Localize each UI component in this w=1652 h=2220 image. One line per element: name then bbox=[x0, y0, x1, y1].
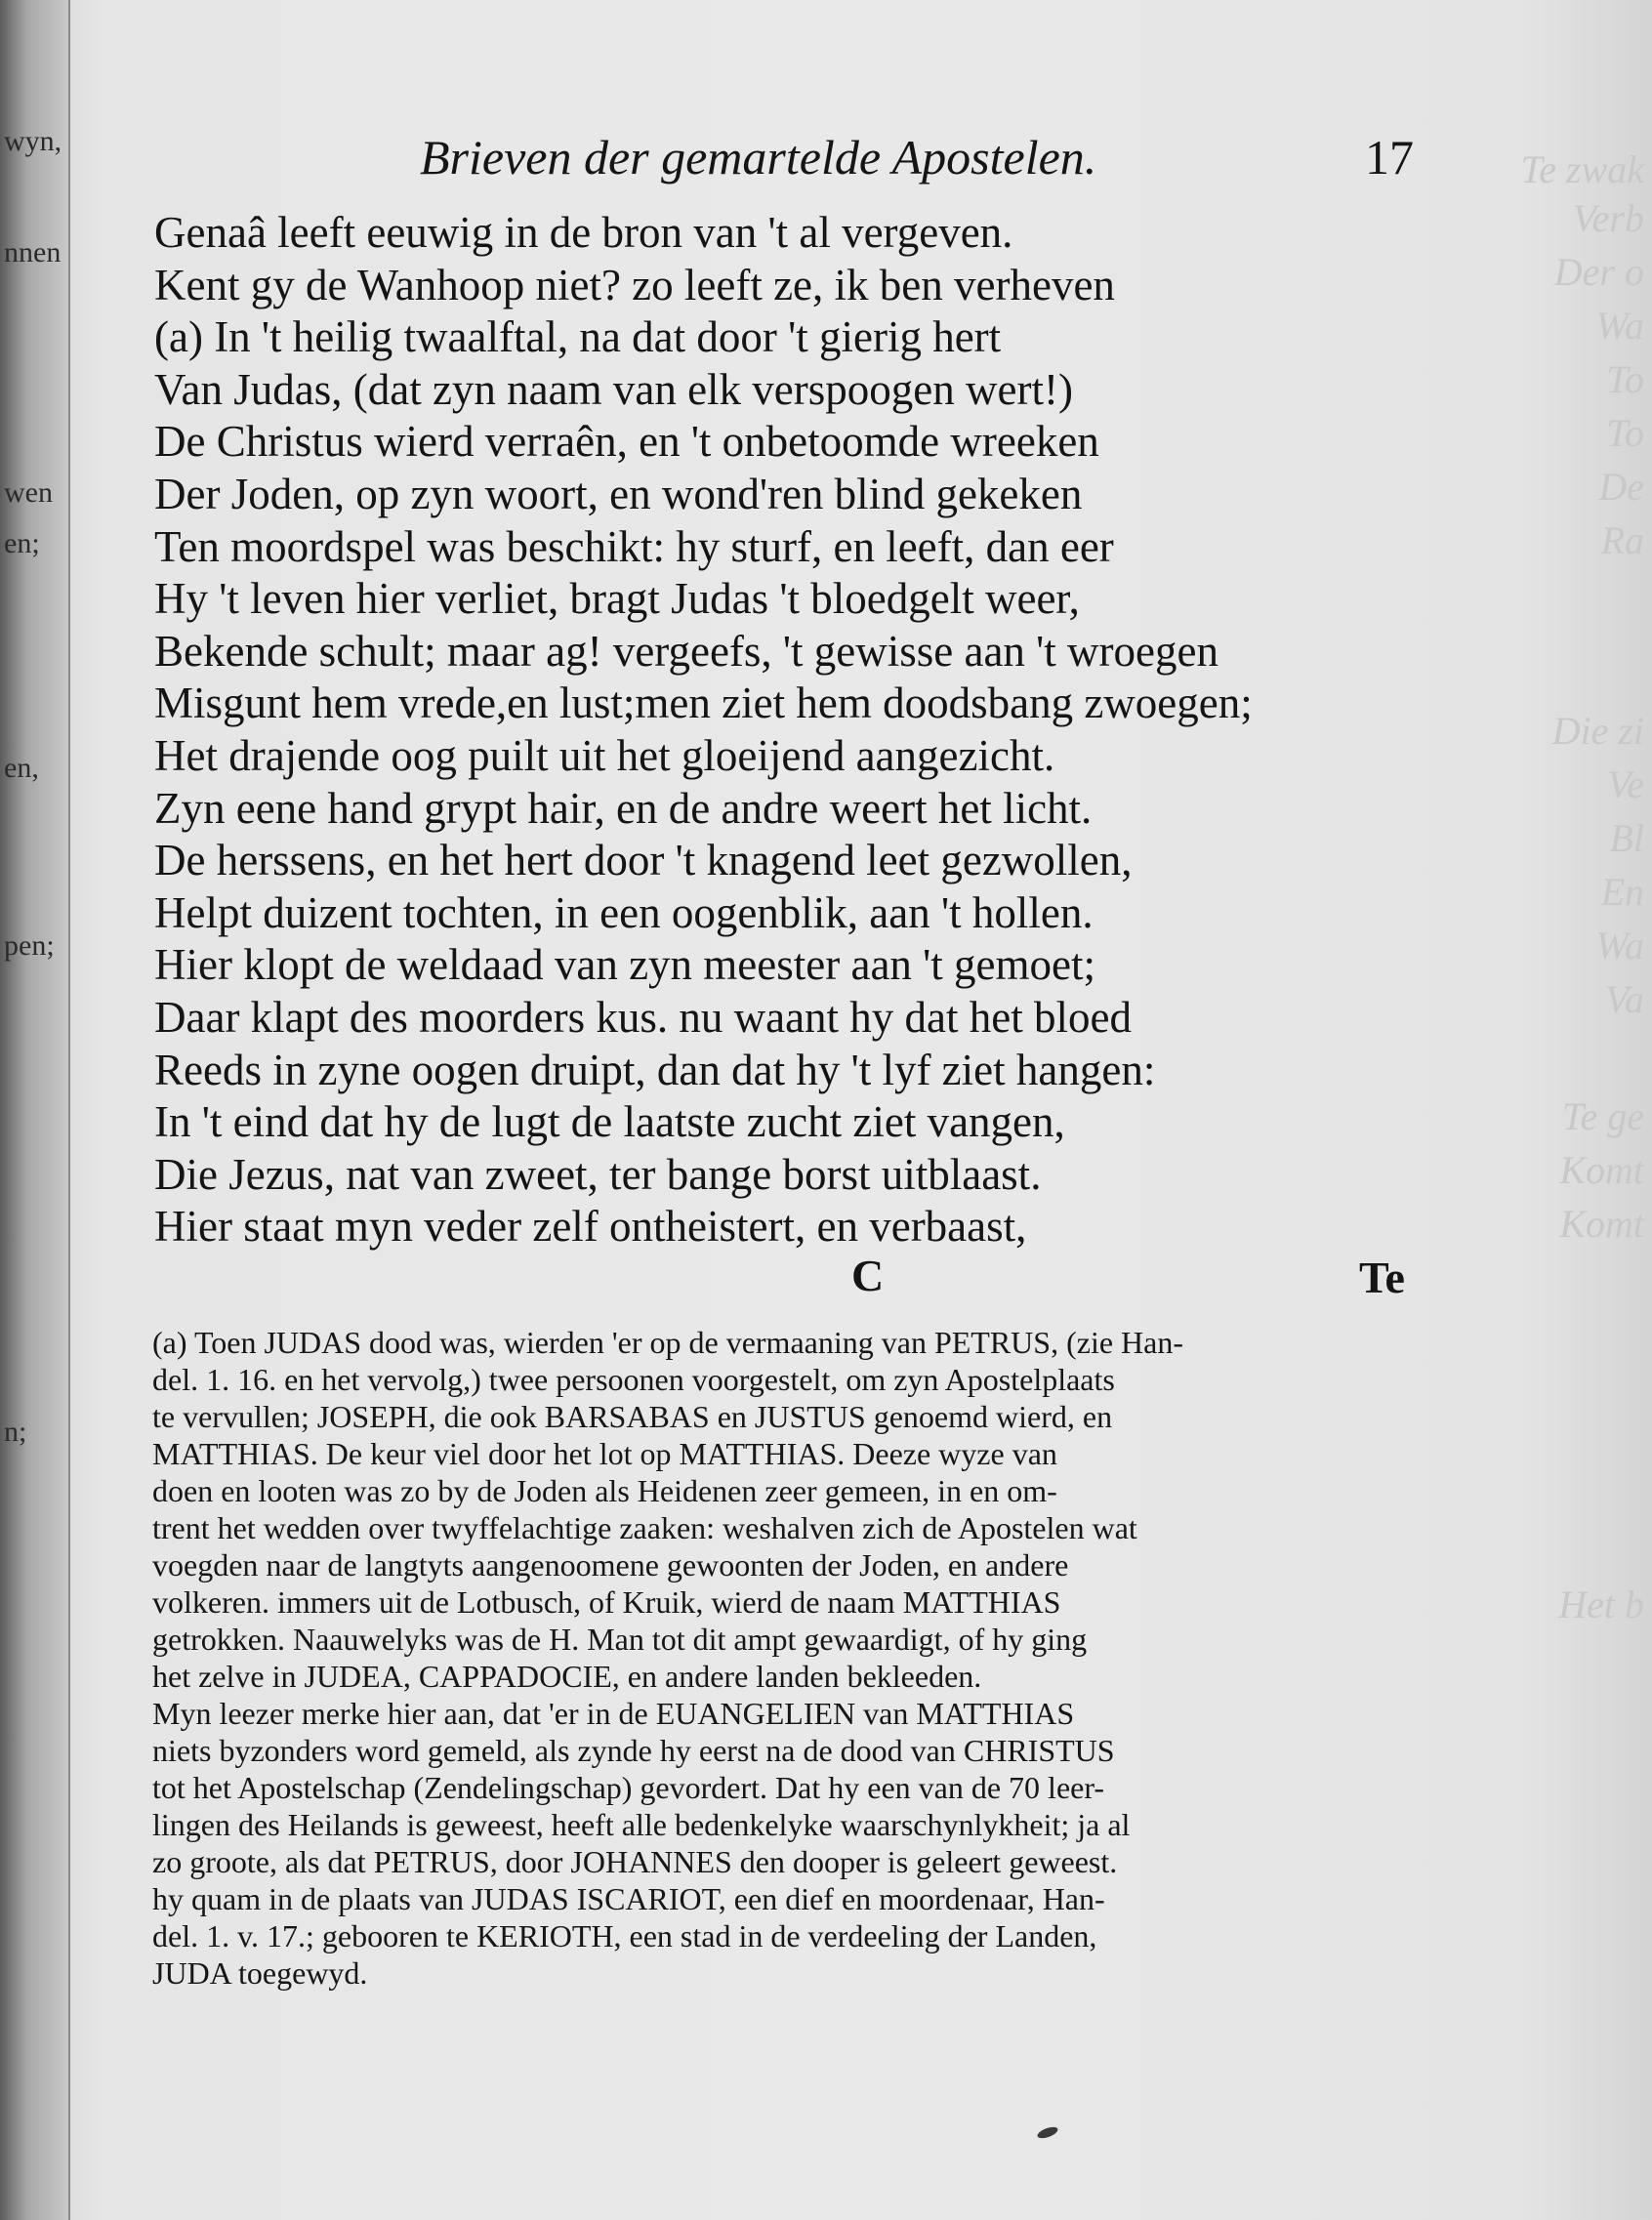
bleed-fragment: Komt bbox=[1559, 1202, 1644, 1246]
footnote-line: lingen des Heilands is geweest, heeft alle bedenkelyke waarschynlykheit; ja al bbox=[152, 1807, 1131, 1842]
footnote-line: Myn leezer merke hier aan, dat 'er in de EUANGELIEN van MATTHIAS bbox=[152, 1696, 1075, 1731]
verse-line: De herssens, en het hert door 't knagend leet gezwollen, bbox=[154, 836, 1133, 885]
footnote-line: (a) Toen JUDAS dood was, wierden 'er op de vermaaning van PETRUS, (zie Han- bbox=[152, 1325, 1183, 1360]
bleed-fragment: Va bbox=[1605, 977, 1644, 1021]
bleed-fragment: Wa bbox=[1595, 924, 1644, 967]
verse-line: Die Jezus, nat van zweet, ter bange borst uitblaast. bbox=[154, 1149, 1042, 1199]
footnote-line: voegden naar de langtyts aangenoomene gewoonten der Joden, en andere bbox=[152, 1547, 1069, 1583]
footnote-line: volkeren. immers uit de Lotbusch, of Kruik, wierd de naam MATTHIAS bbox=[152, 1584, 1061, 1620]
footnote-line: getrokken. Naauwelyks was de H. Man tot dit ampt gewaardigt, of hy ging bbox=[152, 1622, 1088, 1657]
bleed-fragment: Te ge bbox=[1561, 1094, 1644, 1138]
bleed-fragment: Het b bbox=[1558, 1583, 1644, 1626]
verse-line: Helpt duizent tochten, in een oogenblik, aan 't hollen. bbox=[154, 887, 1094, 937]
verse-line: Hy 't leven hier verliet, bragt Judas 't bloedgelt weer, bbox=[154, 574, 1080, 624]
bleed-fragment: De bbox=[1598, 465, 1644, 509]
bleed-fragment: Wa bbox=[1595, 304, 1644, 348]
facing-page-fragment: n; bbox=[4, 1416, 27, 1448]
bleed-fragment: Der o bbox=[1553, 250, 1644, 294]
verse-line: Misgunt hem vrede,en lust;men ziet hem doodsbang zwoegen; bbox=[154, 678, 1253, 728]
verse-line: Van Judas, (dat zyn naam van elk verspoogen wert!) bbox=[154, 364, 1073, 414]
bleed-fragment: Ve bbox=[1607, 762, 1644, 806]
verse-line: Daar klapt des moorders kus. nu waant hy dat het bloed bbox=[154, 992, 1132, 1042]
verse-line: Genaâ leeft eeuwig in de bron van 't al vergeven. bbox=[154, 208, 1013, 257]
signature-mark: C bbox=[851, 1251, 885, 1300]
verse-line: Der Joden, op zyn woort, en wond'ren blind gekeken bbox=[154, 469, 1083, 518]
footnote-line: zo groote, als dat PETRUS, door JOHANNES den dooper is geleert geweest. bbox=[152, 1844, 1118, 1879]
footnote-line: niets byzonders word gemeld, als zynde hy eerst na de dood van CHRISTUS bbox=[152, 1733, 1115, 1768]
verse-line: Ten moordspel was beschikt: hy sturf, en leeft, dan eer bbox=[154, 521, 1114, 571]
facing-page-fragment: en; bbox=[4, 527, 40, 559]
verse-line: Kent gy de Wanhoop niet? zo leeft ze, ik ben verheven bbox=[154, 260, 1115, 309]
verse-line: Hier staat myn veder zelf ontheistert, en verbaast, bbox=[154, 1202, 1027, 1252]
bleed-fragment: To bbox=[1606, 357, 1644, 401]
verse-line: In 't eind dat hy de lugt de laatste zucht ziet vangen, bbox=[154, 1097, 1065, 1147]
bleed-fragment: To bbox=[1606, 411, 1644, 455]
facing-page-edge bbox=[0, 0, 70, 2220]
bleed-fragment: Die zi bbox=[1551, 709, 1644, 753]
bleed-fragment: Te zwak bbox=[1520, 147, 1644, 191]
verse-line: Zyn eene hand grypt hair, en de andre weert het licht. bbox=[154, 783, 1093, 833]
verse-line: De Christus wierd verraên, en 't onbetoomde wreeken bbox=[154, 417, 1099, 467]
running-head-title: Brieven der gemartelde Apostelen. bbox=[420, 130, 1097, 185]
bleed-fragment: Komt bbox=[1559, 1148, 1644, 1192]
footnote-line: del. 1. v. 17.; gebooren te KERIOTH, een stad in de verdeeling der Landen, bbox=[152, 1918, 1097, 1953]
verse-body bbox=[154, 207, 1424, 1254]
footnote-line: tot het Apostelschap (Zendelingschap) gevordert. Dat hy een van de 70 leer- bbox=[152, 1770, 1105, 1805]
facing-page-fragment: wyn, bbox=[4, 125, 62, 157]
verse-line: Het drajende oog puilt uit het gloeijend aangezicht. bbox=[154, 730, 1055, 780]
footnote-line: JUDA toegewyd. bbox=[152, 1955, 368, 1991]
footnote-line: hy quam in de plaats van JUDAS ISCARIOT, een dief en moordenaar, Han- bbox=[152, 1881, 1105, 1916]
bleed-fragment: Verb bbox=[1572, 196, 1644, 240]
footnote-line: doen en looten was zo by de Joden als Heidenen zeer gemeen, in en om- bbox=[152, 1473, 1057, 1508]
footnote-line: trent het wedden over twyffelachtige zaaken: weshalven zich de Apostelen wat bbox=[152, 1510, 1137, 1545]
verse-line: Reeds in zyne oogen druipt, dan dat hy 't lyf ziet hangen: bbox=[154, 1045, 1156, 1094]
footnote-line: het zelve in JUDEA, CAPPADOCIE, en andere landen bekleeden. bbox=[152, 1659, 982, 1694]
facing-page-fragment: pen; bbox=[4, 929, 55, 962]
facing-page-fragment: wen bbox=[4, 476, 53, 509]
page-number: 17 bbox=[1365, 130, 1414, 185]
footnote-line: del. 1. 16. en het vervolg,) twee persoonen voorgestelt, om zyn Apostelplaats bbox=[152, 1362, 1115, 1397]
bleed-fragment: Ra bbox=[1600, 518, 1644, 562]
catchword: Te bbox=[1359, 1253, 1405, 1302]
verse-line: Bekende schult; maar ag! vergeefs, 't gewisse aan 't wroegen bbox=[154, 626, 1218, 676]
bleed-fragment: Bl bbox=[1609, 816, 1644, 860]
bleed-fragment: En bbox=[1600, 870, 1644, 914]
facing-page-fragment: nnen bbox=[4, 236, 62, 268]
verse-line: (a) In 't heilig twaalftal, na dat door 't gierig hert bbox=[154, 312, 1002, 362]
footnote-block bbox=[152, 1324, 1431, 1992]
footnote-line: te vervullen; JOSEPH, die ook BARSABAS en JUSTUS genoemd wierd, en bbox=[152, 1399, 1113, 1434]
verse-line: Hier klopt de weldaad van zyn meester aan 't gemoet; bbox=[154, 940, 1095, 990]
ink-smudge bbox=[1036, 2125, 1059, 2141]
facing-page-fragment: en, bbox=[4, 752, 39, 784]
footnote-line: MATTHIAS. De keur viel door het lot op MATTHIAS. Deeze wyze van bbox=[152, 1436, 1057, 1471]
